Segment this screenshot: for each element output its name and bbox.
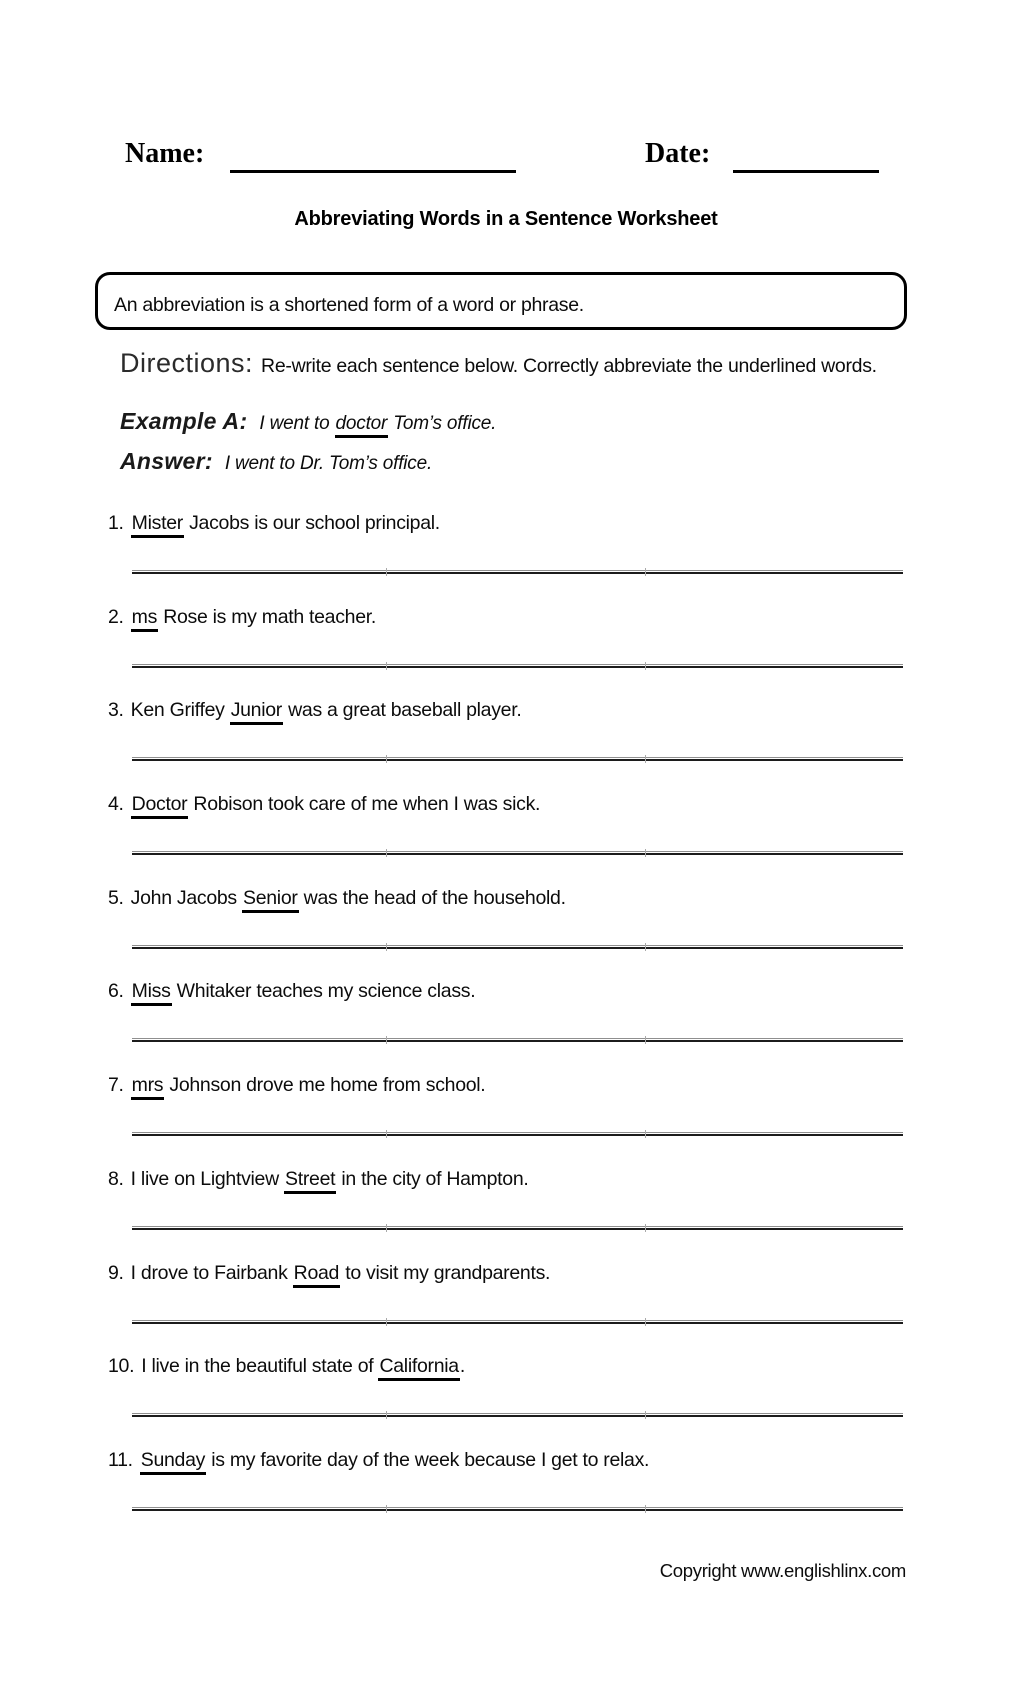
- question-number: 2.: [108, 605, 124, 628]
- answer-blank-line: [132, 1507, 903, 1511]
- answer-blank-line: [132, 945, 903, 949]
- question-sentence: 1. Mister Jacobs is our school principal.: [108, 512, 440, 535]
- question-sentence: 11. Sunday is my favorite day of the week because I get to relax.: [108, 1449, 649, 1472]
- question-number: 11.: [108, 1448, 133, 1471]
- line-tick: [645, 755, 646, 763]
- question-sentence: 8. I live on Lightview Street in the city of Hampton.: [108, 1168, 528, 1191]
- question-item: [0, 1449, 1012, 1543]
- directions-label: Directions:: [120, 348, 254, 378]
- line-tick: [386, 1036, 387, 1044]
- line-tick: [386, 662, 387, 670]
- question-item: [0, 699, 1012, 793]
- line-tick: [645, 1130, 646, 1138]
- question-sentence: 7. mrs Johnson drove me home from school.: [108, 1074, 485, 1097]
- underlined-word: Street: [284, 1168, 336, 1194]
- question-sentence: 9. I drove to Fairbank Road to visit my grandparents.: [108, 1262, 550, 1285]
- answer-sentence: I went to Dr. Tom’s office.: [224, 453, 433, 474]
- answer-blank-line: [132, 1132, 903, 1136]
- line-tick: [645, 849, 646, 857]
- line-tick: [386, 1505, 387, 1513]
- definition-box: [95, 272, 907, 330]
- answer-blank-line: [132, 1320, 903, 1324]
- question-number: 3.: [108, 699, 124, 722]
- answer-blank-line: [132, 1413, 903, 1417]
- question-item: [0, 1168, 1012, 1262]
- question-item: [0, 512, 1012, 606]
- question-item: [0, 606, 1012, 700]
- question-sentence: 2. ms Rose is my math teacher.: [108, 606, 376, 629]
- question-number: 5.: [108, 886, 124, 909]
- question-item: [0, 1262, 1012, 1356]
- line-tick: [386, 1318, 387, 1326]
- underlined-word: Miss: [131, 980, 172, 1006]
- line-tick: [645, 1036, 646, 1044]
- date-blank-line: [733, 170, 879, 173]
- line-tick: [645, 1318, 646, 1326]
- underlined-word: Doctor: [131, 793, 189, 819]
- line-tick: [645, 1411, 646, 1419]
- copyright-text: Copyright www.englishlinx.com: [659, 1560, 906, 1581]
- question-sentence: 4. Doctor Robison took care of me when I was sick.: [108, 793, 540, 816]
- line-tick: [645, 1224, 646, 1232]
- answer-blank-line: [132, 1038, 903, 1042]
- line-tick: [645, 662, 646, 670]
- date-label: Date:: [645, 138, 711, 169]
- question-number: 8.: [108, 1167, 124, 1190]
- answer-blank-line: [132, 1226, 903, 1230]
- question-sentence: 10. I live in the beautiful state of California.: [108, 1355, 465, 1378]
- line-tick: [386, 1130, 387, 1138]
- question-number: 9.: [108, 1261, 124, 1284]
- name-blank-line: [230, 170, 516, 173]
- underlined-word: ms: [131, 606, 158, 632]
- question-item: [0, 887, 1012, 981]
- line-tick: [386, 1411, 387, 1419]
- underlined-word: Junior: [230, 699, 283, 725]
- question-number: 1.: [108, 512, 124, 534]
- question-number: 10.: [108, 1355, 135, 1378]
- line-tick: [645, 1505, 646, 1513]
- underlined-word: California: [378, 1355, 459, 1381]
- question-number: 7.: [108, 1074, 124, 1097]
- answer-blank-line: [132, 664, 903, 668]
- example-row: [120, 408, 496, 435]
- question-item: [0, 1355, 1012, 1449]
- answer-label: Answer:: [120, 448, 213, 474]
- underlined-word: Senior: [242, 887, 299, 913]
- question-sentence: 3. Ken Griffey Junior was a great baseball player.: [108, 699, 521, 722]
- question-sentence: 6. Miss Whitaker teaches my science class.: [108, 980, 475, 1003]
- example-label: Example A:: [120, 408, 248, 434]
- underlined-word: Mister: [131, 512, 184, 538]
- directions-row: [120, 348, 922, 379]
- question-item: [0, 793, 1012, 887]
- question-number: 4.: [108, 793, 124, 816]
- name-label: Name:: [125, 138, 205, 169]
- line-tick: [386, 943, 387, 951]
- question-sentence: 5. John Jacobs Senior was the head of the household.: [108, 887, 566, 910]
- line-tick: [645, 568, 646, 576]
- underlined-word: Road: [293, 1262, 340, 1288]
- underlined-word: doctor: [335, 413, 389, 438]
- line-tick: [386, 755, 387, 763]
- line-tick: [386, 849, 387, 857]
- line-tick: [386, 568, 387, 576]
- line-tick: [386, 1224, 387, 1232]
- answer-blank-line: [132, 851, 903, 855]
- question-item: [0, 980, 1012, 1074]
- question-list: [0, 512, 1012, 1543]
- question-item: [0, 1074, 1012, 1168]
- question-number: 6.: [108, 980, 124, 1003]
- answer-blank-line: [132, 757, 903, 761]
- underlined-word: Sunday: [140, 1449, 206, 1475]
- directions-text: Re-write each sentence below. Correctly abbreviate the underlined words.: [261, 355, 877, 377]
- answer-row: [120, 448, 432, 475]
- line-tick: [645, 943, 646, 951]
- example-sentence: I went to doctor Tom’s office.: [247, 413, 496, 435]
- answer-blank-line: [132, 570, 903, 574]
- underlined-word: mrs: [131, 1074, 165, 1100]
- worksheet-title: Abbreviating Words in a Sentence Worksheet: [294, 208, 718, 230]
- definition-text: An abbreviation is a shortened form of a word or phrase.: [114, 293, 584, 316]
